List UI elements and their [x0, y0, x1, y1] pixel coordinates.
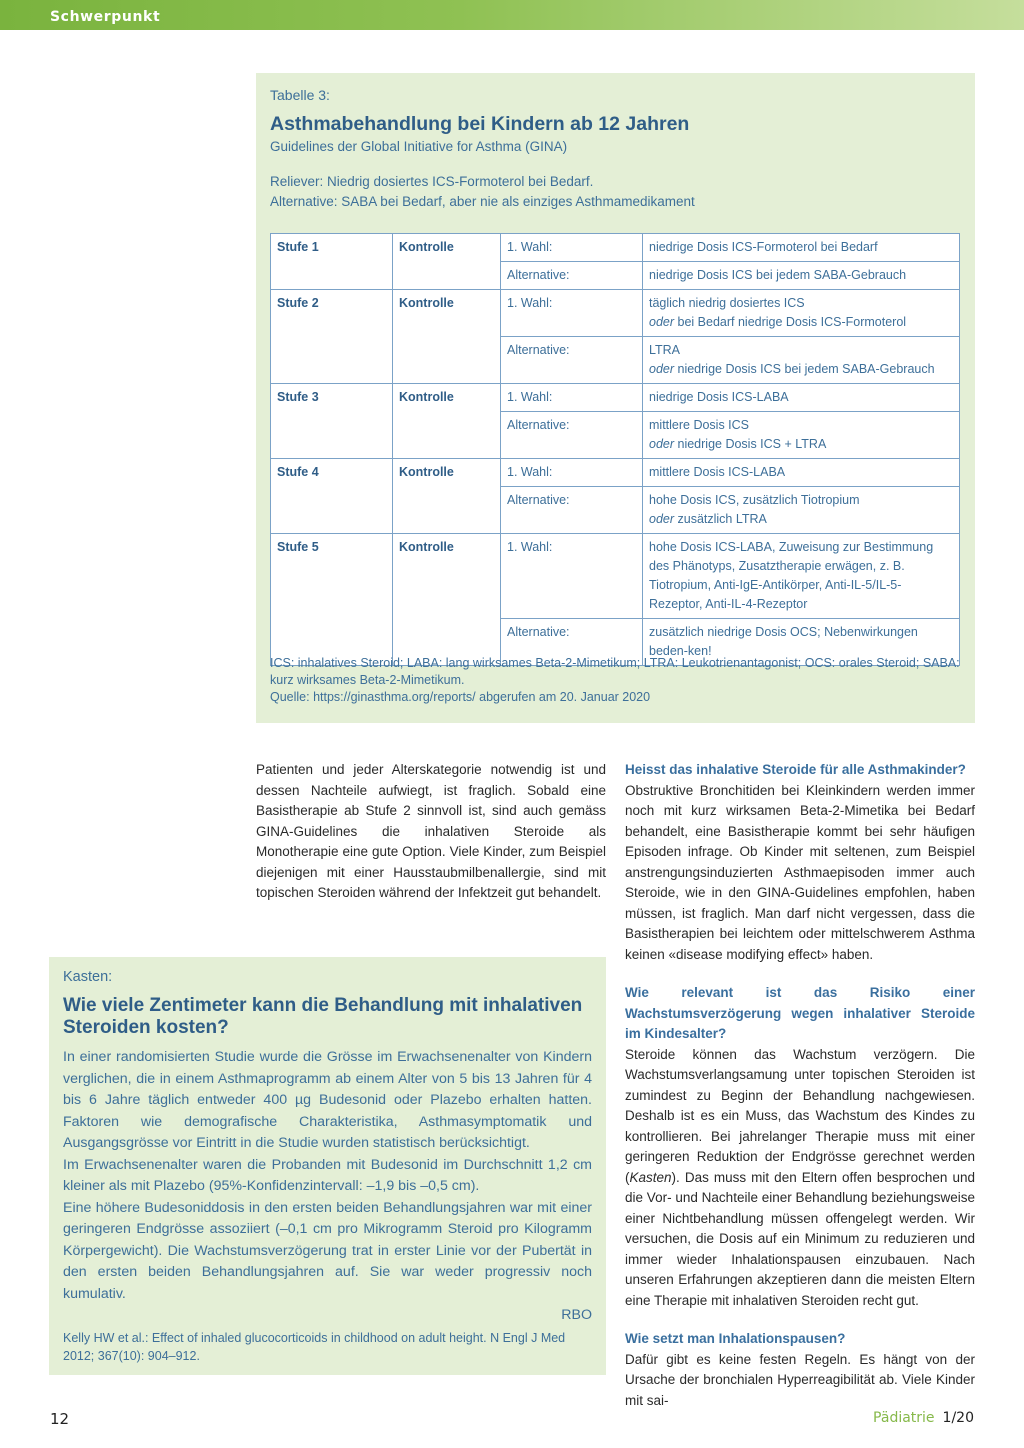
oder-text: oder — [649, 362, 675, 376]
section-heading: Wie relevant ist das Risiko einer Wachstumsverzögerung wegen inhalativer Steroide im Kindesalter? — [625, 985, 975, 1041]
wahl-label-cell: 1. Wahl: — [501, 234, 643, 262]
alt-text-2: niedrige Dosis ICS bei jedem SABA-Gebrauch — [674, 362, 935, 376]
kontrolle-cell: Kontrolle — [393, 384, 501, 459]
right-column — [625, 760, 975, 1411]
oder-text: oder — [649, 512, 675, 526]
wahl-label-cell: 1. Wahl: — [501, 384, 643, 412]
stufe-cell: Stufe 4 — [271, 459, 393, 534]
table-3-box — [256, 73, 975, 723]
section-title: Schwerpunkt — [50, 9, 161, 25]
alt-text: mittlere Dosis ICS — [649, 418, 750, 432]
section-heading: Heisst das inhalative Steroide für alle Asthmakinder? — [625, 762, 966, 777]
table-label: Tabelle 3: — [270, 87, 330, 103]
wahl-text: täglich niedrig dosiertes ICS — [649, 296, 805, 310]
middle-column — [256, 760, 606, 904]
alt-text-cell: zusätzlich niedrige Dosis OCS; Nebenwirkungen beden-ken! — [643, 619, 960, 666]
kontrolle-cell: Kontrolle — [393, 459, 501, 534]
alt-text-2: niedrige Dosis ICS + LTRA — [674, 437, 827, 451]
wahl-text-cell — [643, 290, 960, 337]
alt-label-cell: Alternative: — [501, 412, 643, 459]
alt-text-2: zusätzlich LTRA — [674, 512, 767, 526]
wahl-text-cell: mittlere Dosis ICS-LABA — [643, 459, 960, 487]
treatment-steps-table — [270, 233, 960, 666]
body-paragraph: Patienten und jeder Alterskategorie notwendig ist und dessen Nachteile aufwiegt, ist fraglich. Sobald eine Basistherapie ab Stufe 2 sinnvoll ist, sind auch gemäss GINA-Guidelines die inhalativen Steroide als Monotherapie eine gute Option. Viele Kinder, zum Beispiel diejenigen mit einer Hausstaubmilbenallergie, sind mit topischen Steroiden während der Infektzeit gut behandelt. — [256, 762, 606, 900]
kontrolle-cell: Kontrolle — [393, 290, 501, 384]
table-subtitle: Guidelines der Global Initiative for Asthma (GINA) — [270, 139, 568, 154]
oder-text: oder — [649, 437, 675, 451]
reliever-note — [270, 172, 961, 212]
wahl-label-cell: 1. Wahl: — [501, 534, 643, 619]
table-source: Quelle: https://ginasthma.org/reports/ abgerufen am 20. Januar 2020 — [270, 690, 651, 704]
kasten-paragraph: Im Erwachsenenalter waren die Probanden mit Budesonid im Durchschnitt 1,2 cm kleiner als mit Plazebo (95%-Konfidenzintervall: –1,9 bis –0,5 cm). — [63, 1156, 592, 1194]
kasten-paragraph: In einer randomisierten Studie wurde die Grösse im Erwachsenenalter von Kindern verglichen, die in einem Asthmaprogramm ab einem Alter von 5 bis 13 Jahren für 4 bis 6 Jahre täglich entweder 400 µg Budesonid oder Plazebo erhalten hatten. Faktoren wie demografische Charakteristika, Asthmasymptomatik und Ausgangsgrösse vor Eintritt in die Studie wurden statistisch berücksichtigt. — [63, 1049, 592, 1151]
table-title: Asthmabehandlung bei Kindern ab 12 Jahren — [270, 113, 690, 135]
alt-text-cell: niedrige Dosis ICS bei jedem SABA-Gebrauch — [643, 262, 960, 290]
table-row — [271, 384, 960, 412]
kasten-reference: Kelly HW et al.: Effect of inhaled glucocorticoids in childhood on adult height. N Engl J Med 2012; 367(10): 904–912. — [63, 1330, 566, 1363]
alt-label-cell: Alternative: — [501, 337, 643, 384]
page-number: 12 — [50, 1410, 70, 1428]
table-footnote: ICS: inhalatives Steroid; LABA: lang wirksames Beta-2-Mimetikum; LTRA: Leukotrienantagonist; OCS: orales Steroid; SABA: kurz wirksames Beta-2-Mimetikum. — [270, 656, 960, 687]
table-row — [271, 534, 960, 619]
stufe-cell: Stufe 1 — [271, 234, 393, 290]
section-header-bar — [0, 0, 1024, 30]
body-paragraph: Dafür gibt es keine festen Regeln. Es hängt von der Ursache der bronchialen Hyperreagibilität ab. Viele Kinder mit sai- — [625, 1351, 975, 1408]
kontrolle-cell: Kontrolle — [393, 234, 501, 290]
wahl-text-cell: niedrige Dosis ICS-LABA — [643, 384, 960, 412]
oder-text: oder — [649, 315, 675, 329]
body-paragraph — [625, 1045, 975, 1312]
kasten-body — [63, 1047, 592, 1305]
alt-text-cell — [643, 487, 960, 534]
stufe-cell: Stufe 3 — [271, 384, 393, 459]
journal-name: Pädiatrie — [873, 1410, 935, 1426]
table-row — [271, 459, 960, 487]
reliever-line: Reliever: Niedrig dosiertes ICS-Formoterol bei Bedarf. — [270, 174, 594, 189]
alt-label-cell: Alternative: — [501, 262, 643, 290]
alt-text-cell — [643, 337, 960, 384]
journal-issue: 1/20 — [942, 1410, 974, 1426]
table-row — [271, 234, 960, 262]
kasten-author: RBO — [561, 1307, 592, 1323]
section-heading: Wie setzt man Inhalationspausen? — [625, 1331, 846, 1346]
journal-info — [873, 1410, 974, 1426]
stufe-cell: Stufe 2 — [271, 290, 393, 384]
alt-label-cell: Alternative: — [501, 619, 643, 666]
kasten-label: Kasten: — [63, 969, 113, 985]
kasten-reference: Kasten — [629, 1169, 672, 1185]
alt-text: hohe Dosis ICS, zusätzlich Tiotropium — [649, 493, 860, 507]
wahl-label-cell: 1. Wahl: — [501, 459, 643, 487]
table-footnote-block — [270, 655, 960, 706]
alt-text-cell — [643, 412, 960, 459]
wahl-text-cell: niedrige Dosis ICS-Formoterol bei Bedarf — [643, 234, 960, 262]
kasten-title: Wie viele Zentimeter kann die Behandlung mit inhalativen Steroiden kosten? — [63, 995, 583, 1038]
body-paragraph: Obstruktive Bronchitiden bei Kleinkindern werden immer noch mit kurz wirksamen Beta-2-Mimetika bei Bedarf behandelt, eine Basistherapie kommt bei sehr häufigen Episoden infrage. Ob Kinder mit seltenen, zum Beispiel anstrengungsinduzierten Asthmaepisoden immer auch Steroide, wie in den GINA-Guidelines empfohlen, haben müssen, ist fraglich. Man darf nicht vergessen, dass die Basistherapien bei leichtem oder mittelschwerem Asthma keinen «disease modifying effect» haben. — [625, 782, 975, 962]
reliever-alternative-line: Alternative: SABA bei Bedarf, aber nie als einziges Asthmamedikament — [270, 194, 695, 209]
kasten-paragraph: Eine höhere Budesoniddosis in den ersten beiden Behandlungsjahren war mit einer geringeren Endgrösse assoziiert (–0,1 cm pro Mikrogramm Steroid pro Kilogramm Körpergewicht). Die Wachstumsverzögerung trat in erster Linie vor der Pubertät in den ersten beiden Behandlungsjahren auf. Sie war weder progressiv noch kumulativ. — [63, 1199, 592, 1302]
alt-text: LTRA — [649, 343, 681, 357]
wahl-text-cell: hohe Dosis ICS-LABA, Zuweisung zur Bestimmung des Phänotyps, Zusatztherapie erwägen, z. B. Tiotropium, Anti-IgE-Antikörper, Anti-IL-5/IL-5-Rezeptor, Anti-IL-4-Rezeptor — [643, 534, 960, 619]
body-text: ). Das muss mit den Eltern offen besprochen und die Vor- und Nachteile einer Behandlung beziehungsweise einer Nichtbehandlung müssen offengelegt werden. Wir versuchen, die Dosis auf ein Minimum zu reduzieren und immer wieder Inhalationspausen einzubauen. Nach unseren Erfahrungen akzeptieren dann die meisten Eltern eine Therapie mit inhalativen Steroiden recht gut. — [625, 1169, 975, 1308]
kontrolle-cell: Kontrolle — [393, 534, 501, 666]
table-row — [271, 290, 960, 337]
alt-label-cell: Alternative: — [501, 487, 643, 534]
kasten-box — [49, 957, 606, 1375]
body-text: Steroide können das Wachstum verzögern. Die Wachstumsverlangsamung unter topischen Steroiden ist zumindest zu Beginn der Behandlung nachgewiesen. Deshalb ist es ein Muss, das Wachstum des Kindes zu kontrollieren. Bei jahrelanger Therapie muss mit einer geringeren Reduktion der Endgrösse gerechnet werden ( — [625, 1046, 975, 1185]
wahl-text-2: bei Bedarf niedrige Dosis ICS-Formoterol — [674, 315, 907, 329]
wahl-label-cell: 1. Wahl: — [501, 290, 643, 337]
stufe-cell: Stufe 5 — [271, 534, 393, 666]
